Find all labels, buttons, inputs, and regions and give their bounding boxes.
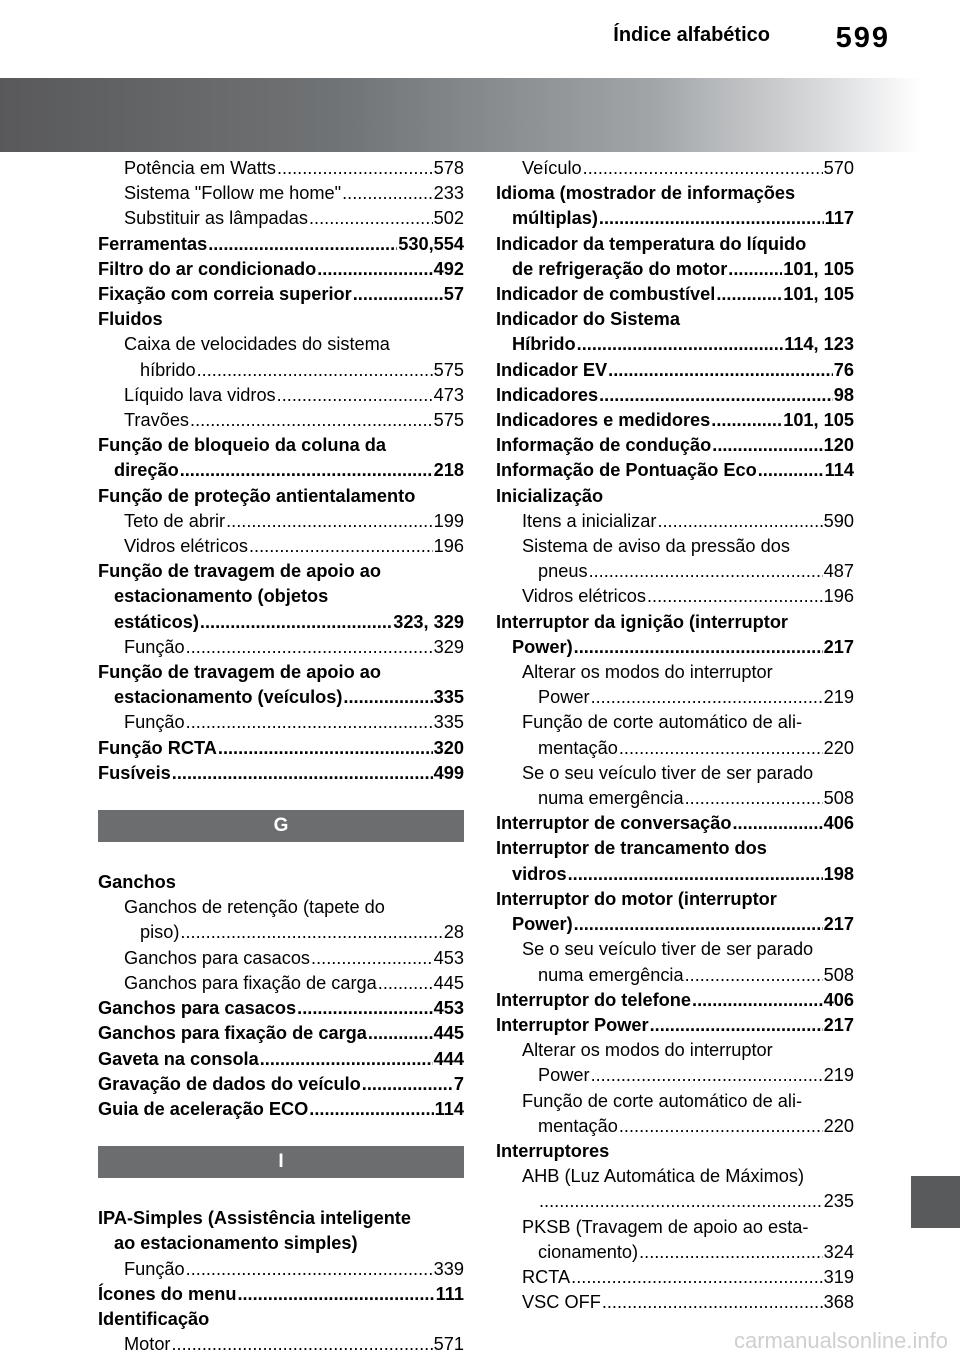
entry-page: 487: [823, 561, 854, 582]
index-entry-line: Ganchos de retenção (tapete do: [124, 897, 385, 918]
index-entry-line: Inicialização: [496, 485, 604, 506]
entry-page: 114: [434, 1098, 464, 1119]
index-entry-line: IPA-Simples (Assistência inteligente: [98, 1208, 411, 1229]
index-entry-line: [496, 559, 854, 584]
entry-page: 114, 123: [784, 334, 854, 355]
leader-dots: [599, 383, 833, 408]
entry-term: Indicador de combustível: [496, 284, 716, 305]
index-entry-line: [98, 1072, 464, 1097]
index-entry-line: [496, 358, 854, 383]
entry-page: 196: [823, 586, 854, 607]
entry-page: 590: [823, 510, 854, 531]
leader-dots: [172, 761, 433, 786]
entry-term: Ícones do menu: [98, 1283, 237, 1304]
index-entry-line: [98, 1282, 464, 1307]
entry-term: Motor: [124, 1334, 171, 1355]
entry-page: 339: [433, 1258, 464, 1279]
leader-dots: [574, 635, 823, 660]
entry-page: 101, 105: [783, 284, 854, 305]
entry-term: Informação de Pontuação Eco: [496, 460, 757, 481]
index-entry-line: [496, 1265, 854, 1290]
index-entry-line: PKSB (Travagem de apoio ao esta-: [522, 1216, 809, 1237]
header-banner: [0, 78, 960, 152]
entry-term: Gravação de dados do veículo: [98, 1073, 361, 1094]
leader-dots: [733, 811, 823, 836]
entry-page: 335: [433, 687, 464, 708]
entry-page: 319: [823, 1266, 854, 1287]
index-entry-line: [98, 509, 464, 534]
leader-dots: [277, 156, 433, 181]
index-entry-line: Função de bloqueio da coluna da: [98, 435, 386, 456]
leader-dots: [343, 685, 432, 710]
index-entry-line: [98, 920, 464, 945]
index-entry-line: [496, 988, 854, 1013]
index-entry-line: [496, 1290, 854, 1315]
entry-term: Power): [512, 636, 573, 657]
entry-page: 445: [433, 972, 464, 993]
index-entry-line: Interruptor da ignição (interruptor: [496, 611, 789, 632]
entry-term: Potência em Watts: [124, 158, 276, 178]
leader-dots: [568, 862, 823, 887]
entry-page: 218: [433, 460, 464, 481]
entry-term: Informação de condução: [496, 435, 712, 456]
entry-page: 219: [823, 1065, 854, 1086]
index-entry-line: [98, 946, 464, 971]
index-entry-line: [98, 458, 464, 483]
entry-term: numa emergência: [538, 964, 684, 985]
letter-heading-g: G: [98, 810, 464, 842]
entry-page: 324: [823, 1241, 854, 1262]
entry-term: mentação: [538, 737, 618, 758]
entry-term: múltiplas): [512, 208, 598, 229]
index-entry-line: [496, 786, 854, 811]
entry-page: 217: [823, 636, 854, 657]
entry-term: Ganchos para casacos: [124, 947, 311, 968]
leader-dots: [317, 257, 432, 282]
leader-dots: [208, 232, 397, 257]
index-entry-line: Idioma (mostrador de informações: [496, 183, 796, 204]
entry-page: 571: [433, 1334, 464, 1355]
leader-dots: [599, 206, 824, 231]
index-entry-line: [496, 862, 854, 887]
entry-page: 445: [433, 1023, 464, 1044]
entry-term: piso): [140, 922, 180, 943]
entry-term: Sistema "Follow me home": [124, 183, 342, 204]
index-block-f: [98, 156, 464, 786]
index-entry-line: Função de travagem de apoio ao: [98, 561, 381, 582]
entry-term: Líquido lava vidros: [124, 384, 276, 405]
leader-dots: [650, 1013, 823, 1038]
index-entry-line: [496, 282, 854, 307]
leader-dots: [190, 408, 433, 433]
leader-dots: [619, 736, 823, 761]
watermark: carmanualsonline.info: [733, 1328, 948, 1353]
index-entry-line: [98, 1021, 464, 1046]
entry-page: 453: [433, 998, 464, 1019]
leader-dots: [186, 710, 433, 735]
entry-page: 233: [433, 183, 464, 204]
index-entry-line: [98, 996, 464, 1021]
thumb-index-tab: [911, 1176, 960, 1228]
index-entry-line: [496, 1114, 854, 1139]
leader-dots: [180, 458, 433, 483]
index-entry-line: Indicador do Sistema: [496, 309, 680, 330]
index-block-right: [496, 156, 854, 1315]
entry-page: 323, 329: [393, 611, 464, 632]
index-entry-line: Se o seu veículo tiver de ser parado: [522, 762, 814, 783]
index-entry-line: Interruptor de trancamento dos: [496, 838, 767, 859]
index-entry-line: [496, 332, 854, 357]
leader-dots: [591, 685, 823, 710]
leader-dots: [685, 786, 823, 811]
entry-term: numa emergência: [538, 788, 684, 809]
entry-term: estáticos): [114, 611, 199, 632]
index-entry-line: [496, 509, 854, 534]
entry-page: 98: [833, 384, 854, 405]
index-entry-line: ao estacionamento simples): [114, 1233, 358, 1254]
entry-page: 117: [824, 208, 854, 229]
index-entry-line: [98, 736, 464, 761]
entry-term: Função: [124, 636, 185, 657]
index-entry-line: Ganchos: [98, 872, 176, 893]
leader-dots: [180, 920, 442, 945]
entry-page: 508: [823, 788, 854, 809]
leader-dots: [186, 1257, 433, 1282]
entry-term: Filtro do ar condicionado: [98, 258, 317, 279]
leader-dots: [172, 1332, 433, 1357]
index-entry-line: [98, 761, 464, 786]
leader-dots: [218, 736, 433, 761]
index-entry-line: [496, 635, 854, 660]
entry-page: 7: [453, 1073, 464, 1094]
leader-dots: [368, 1021, 433, 1046]
entry-term: direção: [114, 460, 179, 481]
leader-dots: [309, 1097, 433, 1122]
index-entry-line: [496, 736, 854, 761]
entry-term: Indicadores: [496, 384, 599, 405]
leader-dots: [712, 433, 822, 458]
index-entry-line: [496, 685, 854, 710]
entry-page: 575: [433, 410, 464, 431]
entry-term: Vidros elétricos: [522, 586, 646, 607]
index-entry-line: [496, 433, 854, 458]
entry-term: Função RCTA: [98, 737, 217, 758]
entry-page: 28: [443, 922, 464, 943]
index-entry-line: [496, 1013, 854, 1038]
index-entry-line: Se o seu veículo tiver de ser parado: [522, 939, 814, 960]
entry-term: Substituir as lâmpadas: [124, 208, 308, 229]
index-entry-line: Alterar os modos do interruptor: [522, 662, 773, 683]
leader-dots: [608, 358, 833, 383]
letter-heading-i: I: [98, 1146, 464, 1178]
entry-page: 453: [433, 947, 464, 968]
index-entry-line: Função de travagem de apoio ao: [98, 662, 381, 683]
index-column-right: [496, 156, 854, 1315]
index-entry-line: [98, 1047, 464, 1072]
entry-term: Travões: [124, 410, 190, 431]
entry-term: mentação: [538, 1115, 618, 1136]
index-entry-line: [496, 811, 854, 836]
entry-term: Ganchos para casacos: [98, 998, 297, 1019]
index-entry-line: Caixa de velocidades do sistema: [124, 334, 390, 355]
leader-dots: [200, 610, 392, 635]
entry-term: Função: [124, 1258, 185, 1279]
index-entry-line: [98, 1097, 464, 1122]
leader-dots: [186, 635, 433, 660]
entry-page: 329: [433, 636, 464, 657]
entry-term: Power): [512, 914, 573, 935]
entry-term: Guia de aceleração ECO: [98, 1098, 309, 1119]
index-entry-line: [98, 534, 464, 559]
leader-dots: [311, 946, 433, 971]
index-entry-line: [98, 358, 464, 383]
index-entry-line: [98, 685, 464, 710]
leader-dots: [716, 282, 782, 307]
entry-term: estacionamento (veículos): [114, 687, 343, 708]
index-entry-line: Fluidos: [98, 309, 163, 330]
entry-term: RCTA: [522, 1266, 571, 1287]
entry-term: Indicadores e medidores: [496, 410, 711, 431]
entry-term: Gaveta na consola: [98, 1048, 259, 1069]
entry-term: Veículo: [522, 158, 582, 178]
entry-term: Ferramentas: [98, 233, 208, 254]
index-entry-line: [98, 610, 464, 635]
index-entry-line: Função de corte automático de ali-: [522, 1090, 803, 1111]
leader-dots: [589, 559, 823, 584]
leader-dots: [197, 358, 433, 383]
leader-dots: [237, 1282, 434, 1307]
leader-dots: [571, 1265, 822, 1290]
index-entry-line: [98, 383, 464, 408]
index-entry-line: [98, 282, 464, 307]
entry-page: 406: [823, 989, 854, 1010]
entry-page: 406: [823, 813, 854, 834]
index-entry-line: [496, 257, 854, 282]
entry-page: 199: [433, 510, 464, 531]
entry-page: 76: [833, 359, 854, 380]
leader-dots: [577, 332, 784, 357]
entry-page: 114: [824, 460, 854, 481]
entry-term: Híbrido: [512, 334, 576, 355]
entry-page: 235: [823, 1191, 854, 1212]
index-entry-line: Função de corte automático de ali-: [522, 712, 803, 733]
entry-term: de refrigeração do motor: [512, 258, 728, 279]
entry-page: 492: [433, 258, 464, 279]
entry-page: 101, 105: [783, 258, 854, 279]
entry-term: VSC OFF: [522, 1292, 601, 1313]
entry-term: vidros: [512, 863, 567, 884]
entry-page: 120: [823, 435, 854, 456]
entry-page: 473: [433, 384, 464, 405]
leader-dots: [639, 1240, 823, 1265]
leader-dots: [591, 1063, 823, 1088]
entry-page: 217: [823, 914, 854, 935]
entry-term: Fixação com correia superior: [98, 284, 352, 305]
entry-page: 220: [823, 737, 854, 758]
leader-dots: [619, 1114, 823, 1139]
entry-page: 101, 105: [783, 410, 854, 431]
entry-term: Ganchos para fixação de carga: [124, 972, 377, 993]
entry-term: pneus: [538, 561, 588, 582]
index-entry-line: AHB (Luz Automática de Máximos): [522, 1166, 805, 1187]
entry-page: 320: [433, 737, 464, 758]
leader-dots: [378, 971, 433, 996]
index-entry-line: [98, 181, 464, 206]
index-entry-line: [98, 408, 464, 433]
index-entry-line: [496, 408, 854, 433]
index-entry-line: Função de proteção antientalamento: [98, 485, 416, 506]
entry-page: 368: [823, 1292, 854, 1313]
entry-page: 196: [433, 536, 464, 557]
leader-dots: [297, 996, 432, 1021]
leader-dots: [728, 257, 782, 282]
entry-page: 499: [433, 762, 464, 783]
leader-dots: [602, 1290, 823, 1315]
entry-term: Interruptor Power: [496, 1014, 649, 1035]
entry-term: Power: [538, 1065, 590, 1086]
leader-dots: [574, 912, 823, 937]
leader-dots: [539, 1189, 823, 1214]
entry-page: 530,554: [398, 233, 464, 254]
entry-page: 444: [433, 1048, 464, 1069]
leader-dots: [647, 584, 823, 609]
entry-term: Indicador EV: [496, 359, 608, 380]
index-entry-line: estacionamento (objetos: [114, 586, 329, 607]
index-entry-line: [496, 963, 854, 988]
index-entry-line: [496, 1063, 854, 1088]
index-entry-line: [496, 584, 854, 609]
index-entry-line: [496, 912, 854, 937]
index-entry-line: Indicador da temperatura do líquido: [496, 233, 807, 254]
entry-page: 219: [823, 687, 854, 708]
index-column-left: [98, 156, 464, 1357]
leader-dots: [277, 383, 433, 408]
leader-dots: [249, 534, 433, 559]
index-block-g: [98, 870, 464, 1122]
index-entry-line: [98, 710, 464, 735]
index-entry-line: [98, 1257, 464, 1282]
entry-page: 578: [433, 158, 464, 178]
entry-page: 335: [433, 712, 464, 733]
index-entry-line: [98, 257, 464, 282]
leader-dots: [342, 181, 433, 206]
leader-dots: [583, 156, 823, 181]
entry-term: Fusíveis: [98, 762, 171, 783]
entry-page: 220: [823, 1115, 854, 1136]
index-entry-line: Sistema de aviso da pressão dos: [522, 536, 790, 557]
index-entry-line: [98, 635, 464, 660]
index-entry-line: [98, 971, 464, 996]
entry-page: 570: [823, 158, 854, 178]
entry-term: Vidros elétricos: [124, 536, 248, 557]
entry-term: Função: [124, 712, 185, 733]
index-entry-line: [98, 232, 464, 257]
entry-term: cionamento): [538, 1241, 639, 1262]
entry-page: 575: [433, 359, 464, 380]
index-entry-line: [98, 206, 464, 231]
index-entry-line: [496, 1240, 854, 1265]
section-title: Índice alfabético: [613, 24, 770, 46]
index-block-i: [98, 1206, 464, 1357]
index-entry-line: Identificação: [98, 1308, 210, 1329]
leader-dots: [226, 509, 433, 534]
entry-term: híbrido: [140, 359, 196, 380]
entry-term: Power: [538, 687, 590, 708]
index-entry-line: Interruptor do motor (interruptor: [496, 888, 777, 909]
entry-page: 502: [433, 208, 464, 229]
index-entry-line: [496, 383, 854, 408]
leader-dots: [692, 988, 823, 1013]
index-entry-line: Alterar os modos do interruptor: [522, 1040, 773, 1061]
leader-dots: [685, 963, 823, 988]
index-entry-line: [98, 156, 464, 181]
page-number: 599: [835, 22, 890, 54]
entry-term: Interruptor de conversação: [496, 813, 732, 834]
entry-term: Teto de abrir: [124, 510, 226, 531]
index-entry-line: Interruptores: [496, 1140, 610, 1161]
leader-dots: [362, 1072, 453, 1097]
leader-dots: [711, 408, 782, 433]
index-entry-line: [98, 1332, 464, 1357]
entry-term: Interruptor do telefone: [496, 989, 692, 1010]
entry-page: 217: [823, 1014, 854, 1035]
leader-dots: [260, 1047, 433, 1072]
index-entry-line: [496, 206, 854, 231]
entry-page: 198: [823, 863, 854, 884]
entry-term: Ganchos para fixação de carga: [98, 1023, 367, 1044]
leader-dots: [353, 282, 443, 307]
entry-page: 508: [823, 964, 854, 985]
index-entry-line: [496, 156, 854, 181]
entry-page: 57: [443, 284, 464, 305]
index-entry-line: [496, 1189, 854, 1214]
leader-dots: [309, 206, 433, 231]
index-entry-line: [496, 458, 854, 483]
leader-dots: [657, 509, 822, 534]
entry-page: 111: [435, 1283, 464, 1304]
entry-term: Itens a inicializar: [522, 510, 657, 531]
leader-dots: [758, 458, 824, 483]
